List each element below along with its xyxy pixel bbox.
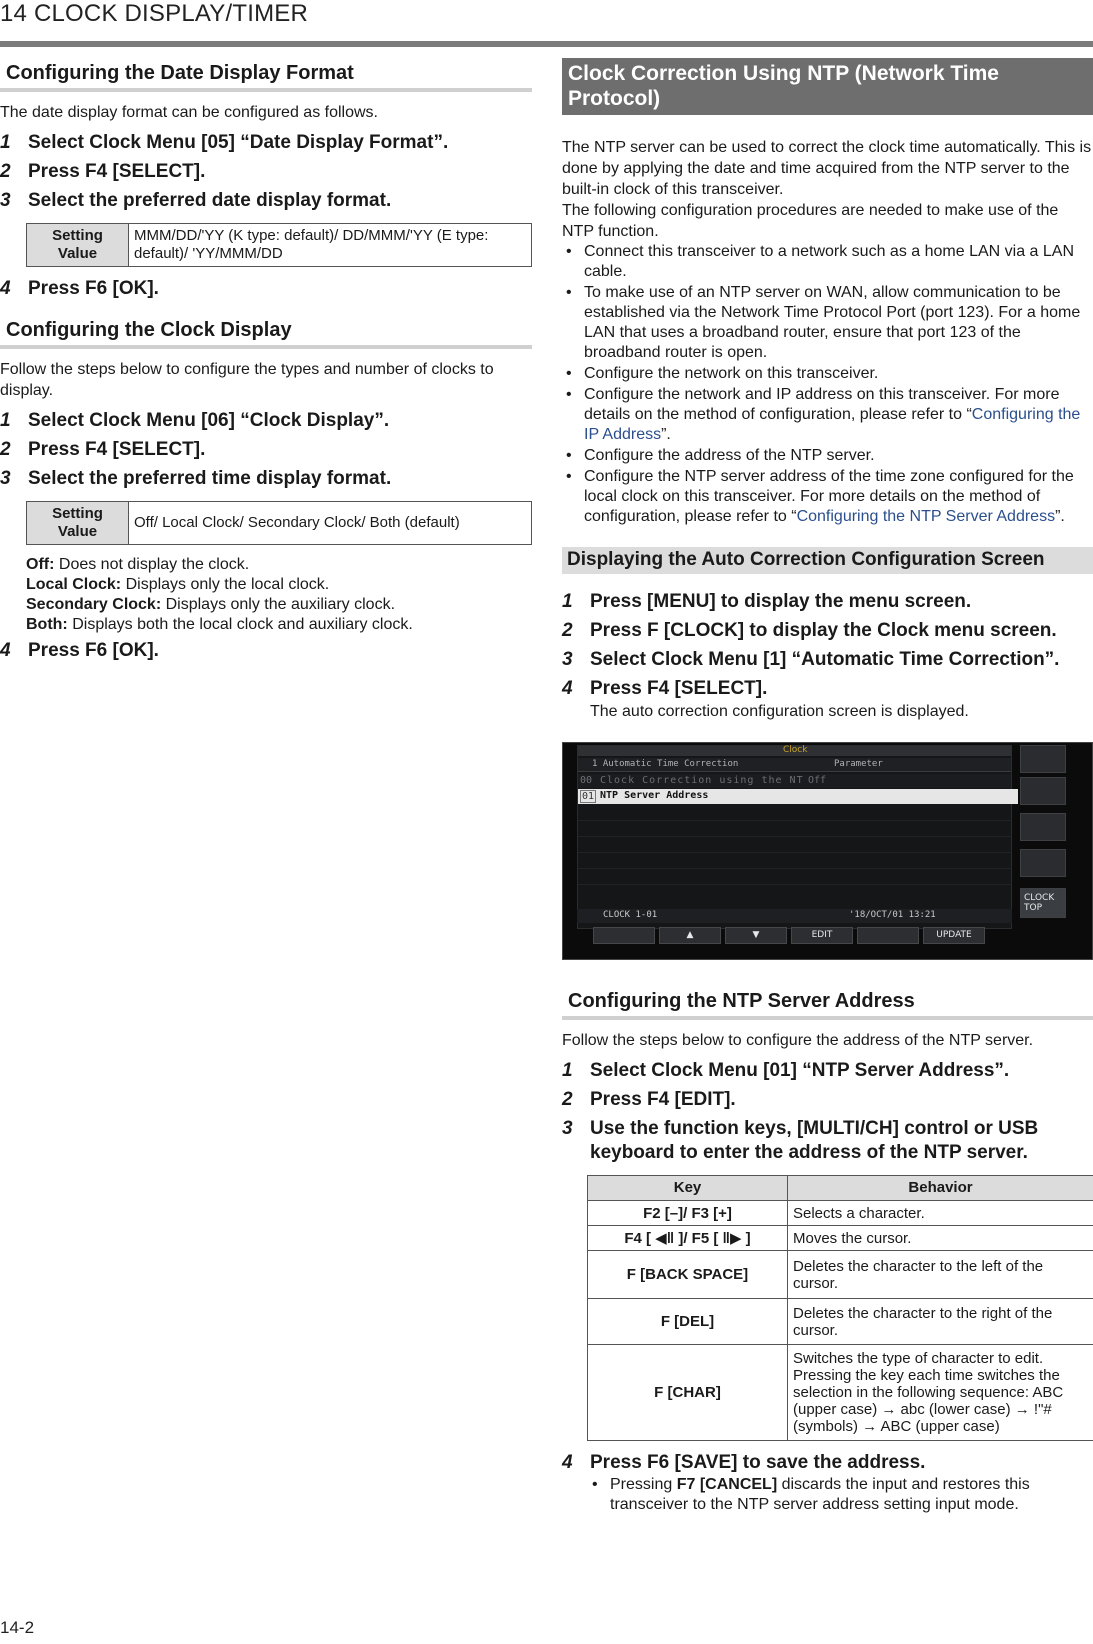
step-text: Press F6 [OK].	[28, 278, 159, 299]
main-heading: Clock Correction Using NTP (Network Time Protocol)	[562, 58, 1093, 115]
fkey-blank[interactable]	[857, 927, 919, 944]
step-number: 1	[562, 591, 573, 612]
step-text: Press F4 [EDIT].	[590, 1089, 736, 1110]
definition-desc: Does not display the clock.	[54, 556, 250, 573]
ntp-server-address-link[interactable]: Configuring the NTP Server Address	[796, 508, 1056, 525]
menu-panel	[577, 745, 1012, 929]
bullet-item: • Configure the address of the NTP server.	[562, 446, 1093, 466]
key-behavior-table	[587, 1175, 1093, 1441]
column-header: Key	[588, 1176, 788, 1201]
behavior-cell: Selects a character.	[788, 1201, 1093, 1226]
step	[562, 1088, 1093, 1112]
side-key[interactable]	[1020, 777, 1066, 805]
ntp-section	[562, 58, 1093, 527]
section-intro: Follow the steps below to configure the address of the NTP server.	[562, 1032, 1034, 1049]
step	[562, 1451, 1093, 1475]
step-text: Press F4 [SELECT].	[28, 161, 206, 182]
setting-label	[27, 502, 129, 545]
setting-value: MMM/DD/'YY (K type: default)/ DD/MMM/'YY (E type: default)/ 'YY/MMM/DD	[129, 224, 532, 267]
section-heading: Configuring the NTP Server Address	[562, 986, 1093, 1020]
step	[0, 467, 532, 491]
step-number: 1	[0, 410, 11, 431]
page-number: 14-2	[0, 1618, 35, 1637]
definition-item	[26, 595, 532, 615]
step-number: 3	[562, 1118, 573, 1139]
bullet-item: • To make use of an NTP server on WAN, allow communication to be established via the Network Time Protocol Port (port 123). For a home LAN that uses a broadband router, ensure that port 123 of the broadband router is open.	[562, 283, 1093, 363]
key-cell: F [BACK SPACE]	[588, 1251, 788, 1299]
grid-line	[578, 868, 1011, 869]
bullet-text: ”.	[661, 426, 671, 443]
step	[562, 1059, 1093, 1083]
auto-correction-section	[562, 547, 1093, 960]
step-number: 4	[562, 678, 573, 699]
step-number: 1	[0, 132, 11, 153]
menu-title-bar	[578, 746, 1011, 756]
step	[0, 409, 532, 433]
table-header-row	[588, 1176, 1093, 1201]
key-label: TOP	[1024, 903, 1043, 913]
section-intro: The date display format can be configured as follows.	[0, 104, 378, 121]
setting-value: Off/ Local Clock/ Secondary Clock/ Both (default)	[129, 502, 532, 545]
fkey-update[interactable]: UPDATE	[923, 927, 985, 944]
column-header: Behavior	[788, 1176, 1093, 1201]
step	[0, 639, 532, 663]
step-text: Select Clock Menu [1] “Automatic Time Correction”.	[590, 649, 1060, 670]
paragraph: The NTP server can be used to correct the clock time automatically. This is done by applying the date and time acquired from the NTP server to the built-in clock of this transceiver.	[562, 139, 1092, 198]
table-row	[588, 1299, 1093, 1345]
menu-row-number: 00	[580, 775, 593, 786]
definition-list	[0, 555, 532, 635]
note-list	[562, 1475, 1093, 1515]
table-row	[588, 1226, 1093, 1251]
key-label: CLOCK	[1024, 893, 1055, 903]
key-cell: F4 [ ◀‖ ]/ F5 [ ‖▶ ]	[588, 1226, 788, 1251]
step-number: 3	[0, 468, 11, 489]
step-number: 3	[562, 649, 573, 670]
step	[0, 160, 532, 184]
menu-title: Clock	[783, 745, 808, 755]
setting-label-line: Value	[57, 245, 98, 262]
status-bar	[577, 909, 1012, 923]
date-time-readout: '18/OCT/01 13:21	[849, 910, 936, 920]
bullet-text: ”.	[1055, 508, 1065, 525]
bullet-item	[562, 467, 1093, 527]
transceiver-screen	[562, 742, 1093, 960]
chapter-title: 14 CLOCK DISPLAY/TIMER	[0, 0, 309, 27]
left-column	[0, 58, 532, 663]
step-number: 2	[0, 161, 11, 182]
menu-row-number: 01	[582, 791, 595, 802]
grid-line	[578, 852, 1011, 853]
menu-row-label: NTP Server Address	[600, 790, 709, 801]
grid-line	[578, 836, 1011, 837]
step-text: Press F4 [SELECT].	[28, 439, 206, 460]
setting-label-line: Setting	[52, 227, 103, 244]
step-text: Press [MENU] to display the menu screen.	[590, 591, 972, 612]
section-heading: Configuring the Clock Display	[0, 315, 532, 349]
definition-term: Off:	[26, 556, 55, 573]
definition-term: Both:	[26, 616, 68, 633]
behavior-cell: Deletes the character to the right of the cursor.	[788, 1299, 1093, 1345]
right-column	[562, 58, 1093, 1516]
definition-item	[26, 555, 532, 575]
side-key[interactable]	[1020, 745, 1066, 773]
bullet-text: Configure the network and IP address on this transceiver. For more details on the method of configuration, please refer to “	[584, 386, 1060, 423]
behavior-cell: Deletes the character to the left of the cursor.	[788, 1251, 1093, 1299]
key-cell: F [CHAR]	[588, 1345, 788, 1441]
setting-label-line: Value	[57, 523, 98, 540]
grid-line	[578, 820, 1011, 821]
fkey-down-arrow-icon[interactable]: ▼	[725, 927, 787, 944]
definition-desc: Displays both the local clock and auxiliary clock.	[67, 616, 413, 633]
key-cell: F [DEL]	[588, 1299, 788, 1345]
setting-label-line: Setting	[52, 505, 103, 522]
side-key[interactable]	[1020, 849, 1066, 877]
step-number: 4	[0, 640, 11, 661]
step	[0, 131, 532, 155]
menu-row[interactable]	[578, 774, 1011, 788]
page-header	[0, 0, 1093, 52]
clock-display-section	[0, 315, 532, 663]
note-text: discards the input and restores this transceiver to the NTP server address setting input mode.	[610, 1476, 1030, 1513]
clock-top-key[interactable]	[1020, 888, 1066, 918]
setting-label	[27, 224, 129, 267]
side-key[interactable]	[1020, 813, 1066, 841]
step-number: 1	[562, 1060, 573, 1081]
step-text: Press F6 [OK].	[28, 640, 159, 661]
step-note: The auto correction configuration screen is displayed.	[590, 703, 969, 720]
menu-row-value: Off	[808, 775, 827, 786]
note-item	[588, 1475, 1093, 1515]
table-row	[588, 1251, 1093, 1299]
step-text: Select Clock Menu [01] “NTP Server Address”.	[590, 1060, 1010, 1081]
definition-desc: Displays only the local clock.	[121, 576, 330, 593]
step	[0, 277, 532, 301]
ip-address-link[interactable]: Configuring the IP Address	[584, 406, 1081, 443]
bullet-list	[562, 242, 1093, 527]
bullet-item: • Configure the network on this transceiver.	[562, 364, 1093, 384]
definition-desc: Displays only the auxiliary clock.	[161, 596, 396, 613]
step	[0, 189, 532, 213]
header-rule	[0, 41, 1093, 47]
menu-group-label: 1 Automatic Time Correction	[592, 759, 739, 769]
definition-item	[26, 575, 532, 595]
menu-position: CLOCK 1-01	[603, 910, 658, 920]
section-heading: Displaying the Auto Correction Configuration Screen	[562, 547, 1093, 574]
definition-term: Local Clock:	[26, 576, 122, 593]
step-number: 2	[562, 1089, 573, 1110]
behavior-cell: Switches the type of character to edit. Pressing the key each time switches the selection in the following sequence: ABC (upper case) → abc (lower case) → !"# (symbols) → ABC (upper case)	[788, 1345, 1093, 1441]
step-number: 2	[0, 439, 11, 460]
step-text: Select Clock Menu [06] “Clock Display”.	[28, 410, 390, 431]
setting-table	[26, 223, 532, 267]
note-text: Pressing	[610, 1476, 677, 1493]
step-number: 2	[562, 620, 573, 641]
setting-table	[26, 501, 532, 545]
key-cell: F2 [–]/ F3 [+]	[588, 1201, 788, 1226]
function-key-bar	[593, 927, 1013, 945]
step	[562, 677, 1093, 701]
step-text: Select the preferred date display format.	[28, 190, 392, 211]
definition-term: Secondary Clock:	[26, 596, 162, 613]
bullet-item: • Connect this transceiver to a network such as a home LAN via a LAN cable.	[562, 242, 1093, 282]
section-intro: Follow the steps below to configure the types and number of clocks to display.	[0, 361, 494, 399]
bullet-text: Configure the NTP server address of the time zone configured for the local clock on this transceiver. For more details on the method of configuration, please refer to “	[584, 468, 1074, 525]
bullet-item	[562, 385, 1093, 445]
menu-row-label: Clock Correction using the NT	[600, 775, 804, 786]
step-number: 4	[562, 1452, 573, 1473]
step-text: Press F [CLOCK] to display the Clock menu screen.	[590, 620, 1057, 641]
fkey-up-arrow-icon[interactable]: ▲	[659, 927, 721, 944]
fkey-blank[interactable]	[593, 927, 655, 944]
step-text: Press F4 [SELECT].	[590, 678, 768, 699]
table-row	[588, 1345, 1093, 1441]
parameter-label: Parameter	[834, 759, 883, 769]
step-number: 3	[0, 190, 11, 211]
behavior-cell: Moves the cursor.	[788, 1226, 1093, 1251]
step	[562, 648, 1093, 672]
note-key: F7 [CANCEL]	[676, 1476, 778, 1493]
paragraph: The following configuration procedures are needed to make use of the NTP function.	[562, 202, 1059, 240]
step-text: Select Clock Menu [05] “Date Display Format”.	[28, 132, 449, 153]
step-number: 4	[0, 278, 11, 299]
date-format-section	[0, 58, 532, 301]
step-text: Use the function keys, [MULTI/CH] control or USB keyboard to enter the address of the NTP server.	[590, 1118, 1039, 1163]
grid-line	[578, 884, 1011, 885]
fkey-edit[interactable]: EDIT	[791, 927, 853, 944]
step-text: Select the preferred time display format.	[28, 468, 392, 489]
section-heading: Configuring the Date Display Format	[0, 58, 532, 92]
table-row	[588, 1201, 1093, 1226]
step	[562, 1117, 1093, 1165]
ntp-address-section	[562, 986, 1093, 1515]
step	[0, 438, 532, 462]
definition-item	[26, 615, 532, 635]
menu-row-selected[interactable]	[578, 789, 1018, 804]
step-text: Press F6 [SAVE] to save the address.	[590, 1452, 926, 1473]
menu-column-header	[578, 758, 1011, 772]
step	[562, 590, 1093, 614]
step	[562, 619, 1093, 643]
